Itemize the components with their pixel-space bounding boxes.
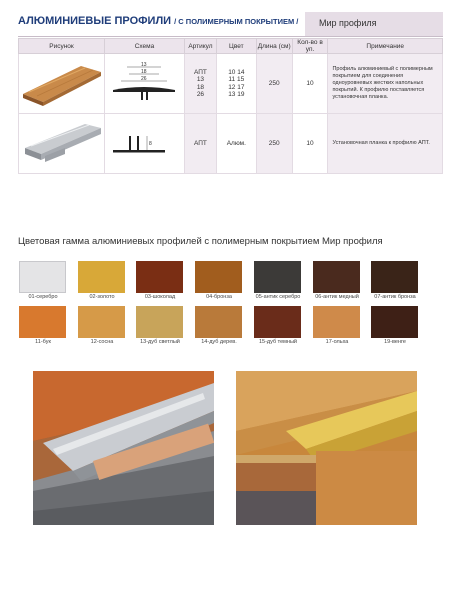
col-header: Длина (см) [256,39,292,54]
schema-cell [104,114,184,174]
length-cell: 250 [256,54,292,114]
note-cell: Установочная планка к профилю АПТ. [328,114,443,174]
page-title [18,15,298,27]
col-header: Схема [104,39,184,54]
color-swatch [136,261,183,293]
spec-table [18,38,443,174]
col-header: Кол-во в уп. [292,39,328,54]
table-row [19,114,443,174]
schema-drawing-plank [105,118,183,168]
swatch-label: 05-антик серебро [255,294,301,300]
color-cell: 10 14 11 15 12 17 13 19 [216,54,256,114]
schema-drawing [105,58,183,108]
col-header: Артикул [184,39,216,54]
qty-cell: 10 [292,114,328,174]
schema-dim-13: 13 [141,61,148,68]
color-cell: Алюм. [216,114,256,174]
swatch-label: 14-дуб дерев. [201,339,237,345]
gold-stair-illustration [236,371,417,525]
color-swatch [195,306,242,338]
subtitle-text: / С ПОЛИМЕРНЫМ ПОКРЫТИЕМ / [174,17,299,26]
brand-label: Мир профиля [305,12,443,36]
aluminum-profile-image [19,118,103,168]
col-header: Цвет [216,39,256,54]
swatch-label: 12-сосна [90,339,114,345]
header-divider [18,36,443,37]
schema2-dim: 8 [149,140,153,147]
color-swatch [371,261,418,293]
table-row [19,54,443,114]
swatch-label: 15-дуб темный [258,339,297,345]
article-cell: АПТ 13 18 26 [184,54,216,114]
swatch-label: 06-антик медный [315,294,359,300]
profile-image-cell [19,54,105,114]
color-swatch [19,261,66,293]
swatch-label: 03-шоколад [144,294,176,300]
color-swatch [195,261,242,293]
silver-threshold-illustration [33,371,214,525]
schema-dim-18: 18 [141,68,148,75]
color-swatch [371,306,418,338]
col-header: Рисунок [19,39,105,54]
color-swatch [19,306,66,338]
swatch-label: 02-золото [89,294,115,300]
profile-image-cell [19,114,105,174]
length-cell: 250 [256,114,292,174]
wood-profile-image [19,58,103,108]
color-swatch [136,306,183,338]
swatch-label: 07-антик бронза [374,294,416,300]
color-swatch [254,261,301,293]
schema-cell [104,54,184,114]
photo-silver-threshold [33,371,214,525]
swatch-label: 17-ольха [325,339,349,345]
photo-gold-stair [236,371,417,525]
schema-dim-26: 26 [141,75,148,82]
gamma-title: Цветовая гамма алюминиевых профилей с полимерным покрытием Мир профиля [18,236,383,247]
color-swatch [78,306,125,338]
swatch-label: 11-бук [35,339,51,345]
article-cell: АПТ [184,114,216,174]
swatch-label: 01-серебро [28,294,58,300]
page-header [18,12,443,36]
col-header: Примечание [328,39,443,54]
color-swatch [78,261,125,293]
color-swatch [254,306,301,338]
title-text: АЛЮМИНИЕВЫЕ ПРОФИЛИ [18,15,172,27]
swatch-label: 04-бронза [206,294,232,300]
swatch-label: 13-дуб светлый [140,339,180,345]
color-swatch [313,306,360,338]
note-cell: Профиль алюминиевый с полимерным покрытием для соединения одноуровневых жестких напольных покрытий. К профилю поставляется установочная планка. [328,54,443,114]
swatch-label: 19-венге [384,339,406,345]
table-header-row [19,39,443,54]
qty-cell: 10 [292,54,328,114]
color-swatch [313,261,360,293]
